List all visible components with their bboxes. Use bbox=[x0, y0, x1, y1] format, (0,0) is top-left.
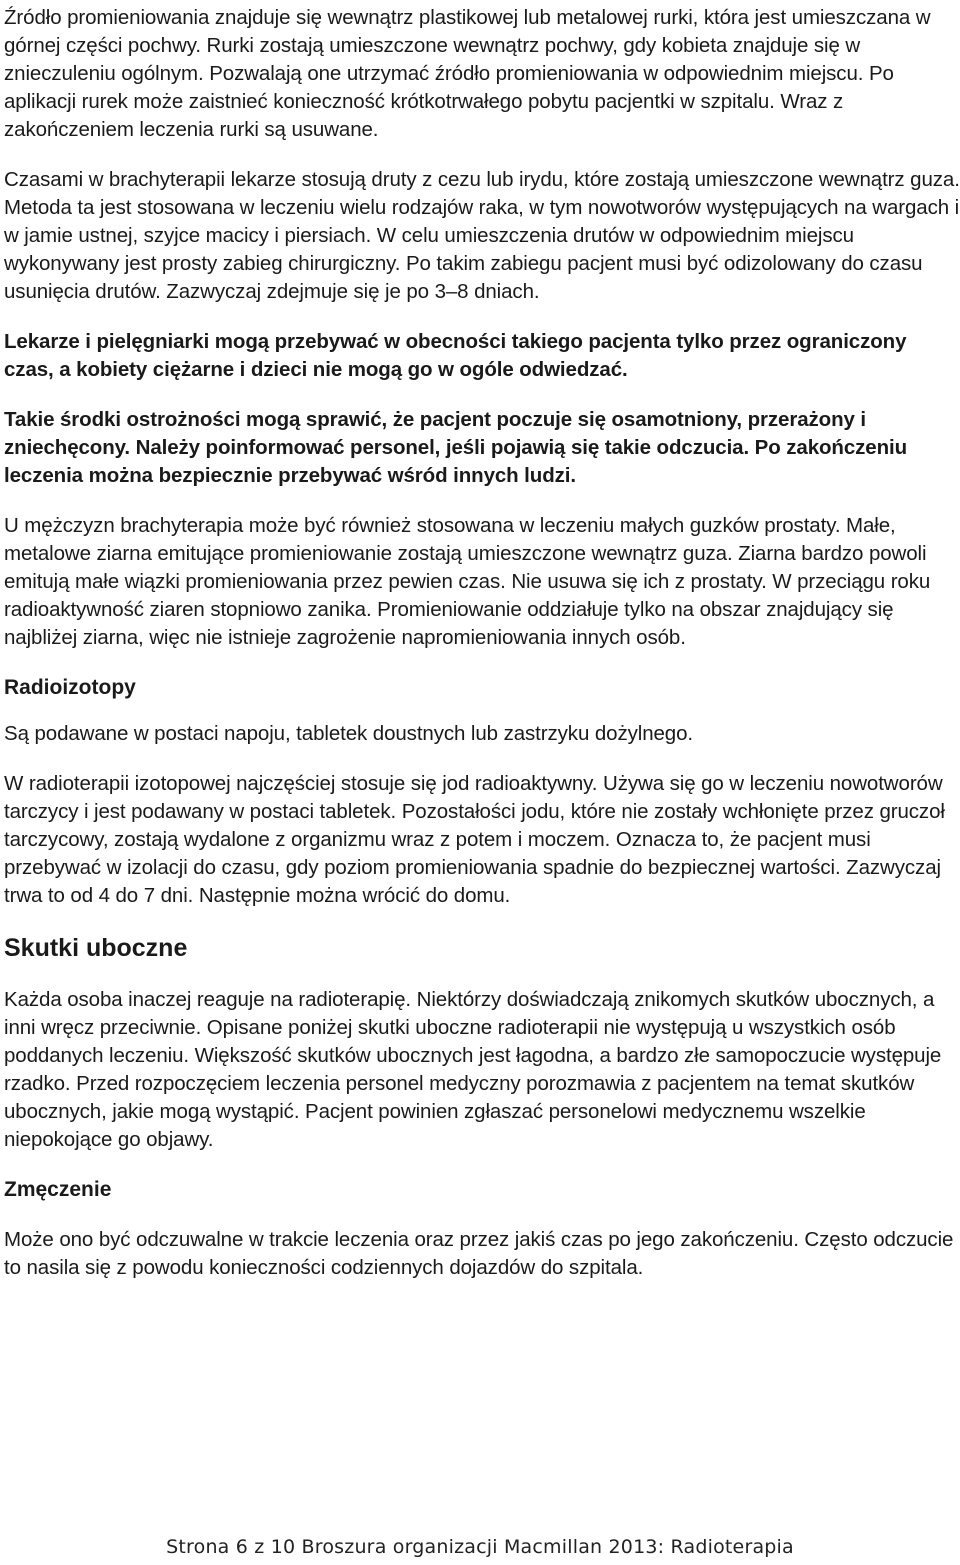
paragraph-prostate: U mężczyzn brachyterapia może być również stosowana w leczeniu małych guzków prostaty. Małe, metalowe ziarna emitujące promieniowanie zostają umieszczone wewnątrz guza. Ziarna bardzo powoli emitują małe wiązki promieniowania przez pewien czas. Nie usuwa się ich z prostaty. W przeciągu roku radioaktywność ziaren stopniowo zanika. Promieniowanie oddziałuje tylko na obszar znajdujący się najbliżej ziarna, więc nie istnieje zagrożenie napromieniowania innych osób. bbox=[4, 514, 931, 649]
page-footer: Strona 6 z 10 Broszura organizacji Macmillan 2013: Radioterapia bbox=[166, 1536, 794, 1558]
document-body bbox=[4, 4, 960, 1282]
paragraph-side-effects: Każda osoba inaczej reaguje na radioterapię. Niektórzy doświadczają znikomych skutków ubocznych, a inni wręcz przeciwnie. Opisane poniżej skutki uboczne radioterapii nie występują u wszystkich osób poddanych leczeniu. Większość skutków ubocznych jest łagodna, a bardzo złe samopoczucie występuje rzadko. Przed rozpoczęciem leczenia personel medyczny porozmawia z pacjentem na temat skutków ubocznych, jakie mogą wystąpić. Pacjent powinien zgłaszać personelowi medycznemu wszelkie niepokojące go objawy. bbox=[4, 988, 942, 1151]
heading-radioizotopy: Radioizotopy bbox=[4, 676, 136, 699]
paragraph-visitor-warning: Lekarze i pielęgniarki mogą przebywać w obecności takiego pacjenta tylko przez ograniczony czas, a kobiety ciężarne i dzieci nie mogą go w ogóle odwiedzać. bbox=[4, 330, 907, 381]
heading-skutki-uboczne: Skutki uboczne bbox=[4, 934, 188, 962]
paragraph-tube-source: Źródło promieniowania znajduje się wewnątrz plastikowej lub metalowej rurki, która jest umieszczana w górnej części pochwy. Rurki zostają umieszczone wewnątrz pochwy, gdy kobieta znajduje się w znieczuleniu ogólnym. Pozwalają one utrzymać źródło promieniowania w odpowiednim miejscu. Po aplikacji rurek może zaistnieć konieczność krótkotrwałego pobytu pacjentki w szpitalu. Wraz z zakończeniem leczenia rurki są usuwane. bbox=[4, 6, 931, 141]
heading-zmeczenie: Zmęczenie bbox=[4, 1178, 112, 1201]
paragraph-fatigue: Może ono być odczuwalne w trakcie leczenia oraz przez jakiś czas po jego zakończeniu. Często odczucie to nasila się z powodu konieczności codziennych dojazdów do szpitala. bbox=[4, 1228, 954, 1279]
paragraph-administration: Są podawane w postaci napoju, tabletek doustnych lub zastrzyku dożylnego. bbox=[4, 722, 693, 745]
paragraph-precautions: Takie środki ostrożności mogą sprawić, że pacjent poczuje się osamotniony, przerażony i zniechęcony. Należy poinformować personel, jeśli pojawią się takie odczucia. Po zakończeniu leczenia można bezpiecznie przebywać wśród innych ludzi. bbox=[4, 408, 908, 487]
paragraph-iodine: W radioterapii izotopowej najczęściej stosuje się jod radioaktywny. Używa się go w leczeniu nowotworów tarczycy i jest podawany w postaci tabletek. Pozostałości jodu, które nie zostały wchłonięte przez gruczoł tarczycowy, zostają wydalone z organizmu wraz z potem i moczem. Oznacza to, że pacjent musi przebywać w izolacji do czasu, gdy poziom promieniowania spadnie do bezpiecznej wartości. Zazwyczaj trwa to od 4 do 7 dni. Następnie można wrócić do domu. bbox=[4, 772, 945, 907]
paragraph-wires: Czasami w brachyterapii lekarze stosują druty z cezu lub irydu, które zostają umieszczone wewnątrz guza. Metoda ta jest stosowana w leczeniu wielu rodzajów raka, w tym nowotworów występujących na wargach i w jamie ustnej, szyjce macicy i piersiach. W celu umieszczenia drutów w odpowiednim miejscu wykonywany jest prosty zabieg chirurgiczny. Po takim zabiegu pacjent musi być odizolowany do czasu usunięcia drutów. Zazwyczaj zdejmuje się je po 3–8 dniach. bbox=[4, 168, 960, 303]
